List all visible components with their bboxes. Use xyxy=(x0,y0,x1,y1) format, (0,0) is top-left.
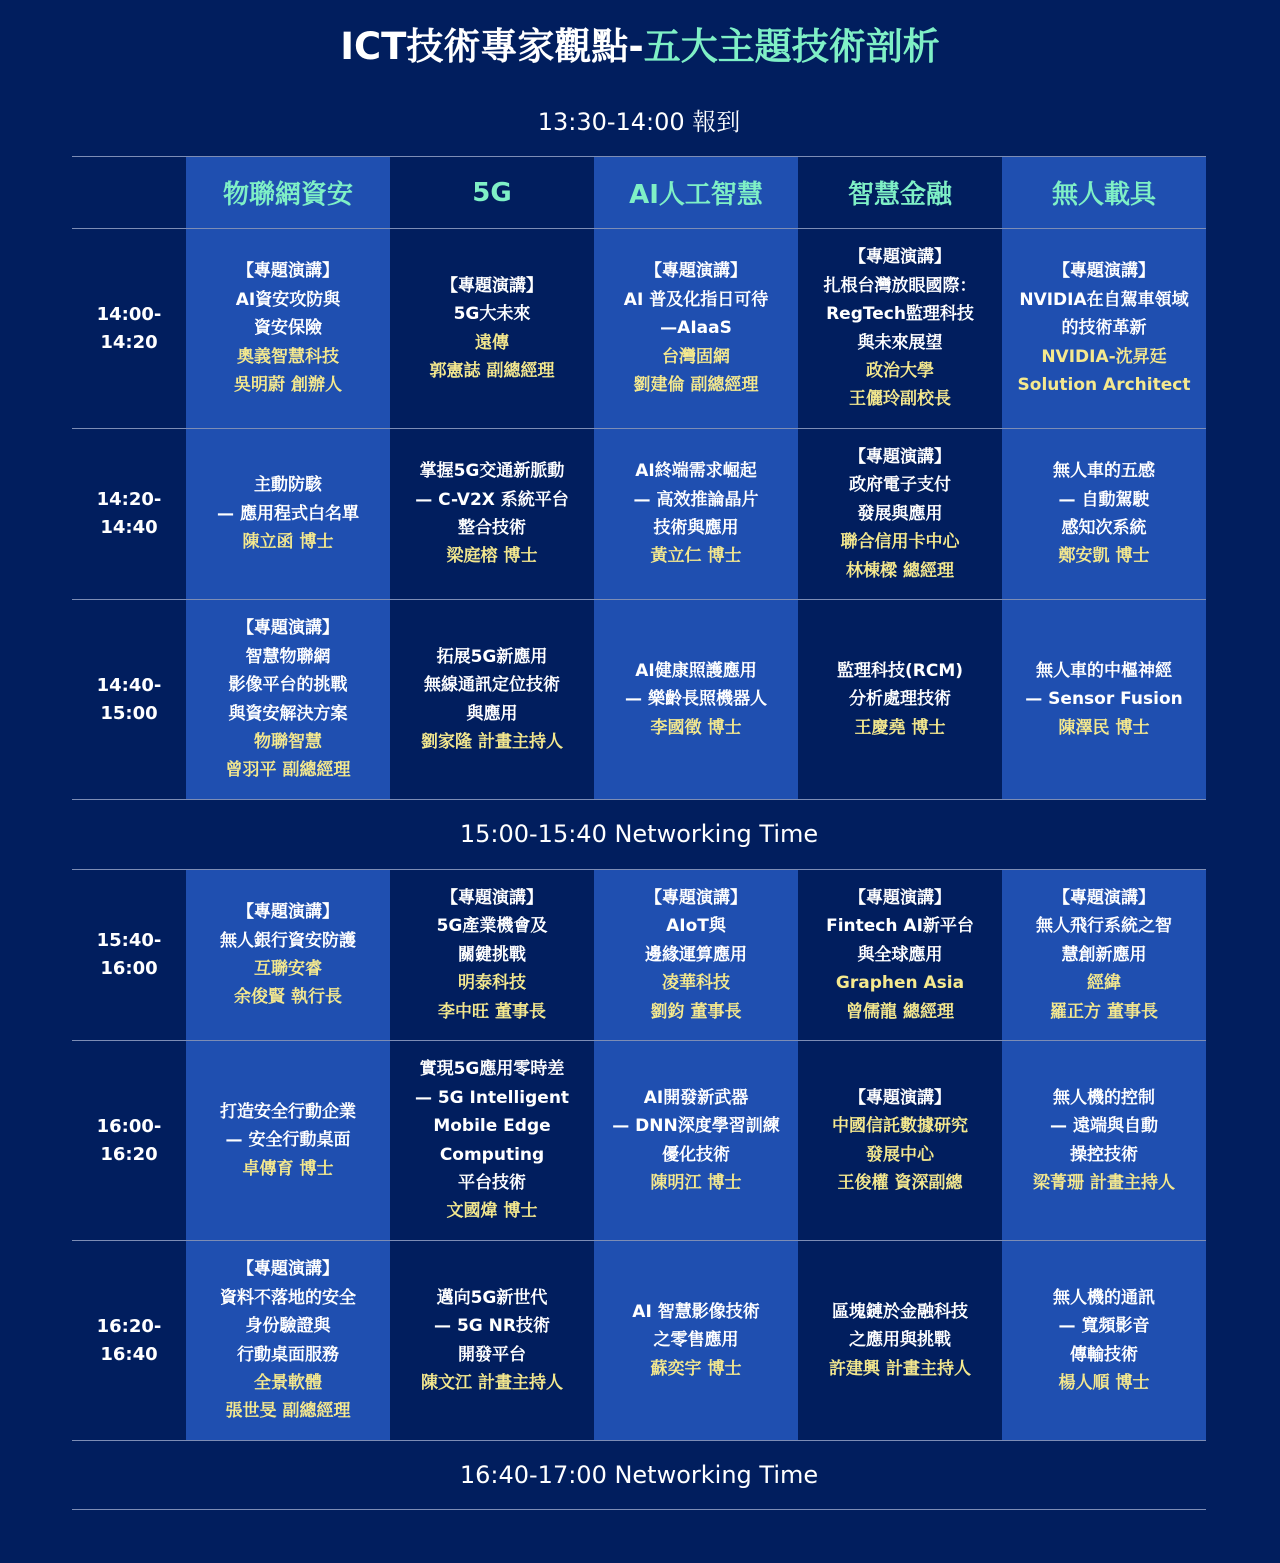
speaker-line: 黃立仁 博士 xyxy=(650,546,742,567)
speaker-line: 政治大學 xyxy=(866,360,934,381)
speaker-line: Graphen Asia xyxy=(835,973,965,994)
session-title-line: 5G大未來 xyxy=(453,304,531,325)
time-slot-line: 14:40 xyxy=(100,517,158,538)
session-title-line: 邊緣運算應用 xyxy=(645,944,747,965)
session-cell xyxy=(594,229,798,428)
session-title-line: Computing xyxy=(439,1144,545,1165)
session-cell xyxy=(798,600,1002,799)
time-slot xyxy=(72,229,186,428)
session-cell xyxy=(390,229,594,428)
session-title-line: — 高效推論晶片 xyxy=(633,489,759,510)
session-title-line: 影像平台的挑戰 xyxy=(228,675,348,696)
session-title-line: 技術與應用 xyxy=(653,518,739,538)
networking-break-2: 16:40-17:00 Networking Time xyxy=(459,1461,819,1489)
speaker-line: 奧義智慧科技 xyxy=(237,346,339,367)
session-title-line: 優化技術 xyxy=(662,1144,730,1165)
session-title-line: 與資安解決方案 xyxy=(228,703,348,724)
table-divider xyxy=(72,1509,1206,1510)
session-cell xyxy=(798,1241,1002,1440)
session-title-line: 【專題演講】 xyxy=(441,887,543,908)
session-cell xyxy=(594,600,798,799)
speaker-line: 劉家隆 計畫主持人 xyxy=(421,731,563,752)
session-title-line: AI 智慧影像技術 xyxy=(632,1301,760,1322)
session-title-line: 【專題演講】 xyxy=(237,1259,339,1280)
speaker-line: 吳明蔚 創辦人 xyxy=(234,375,342,396)
session-title-line: RegTech監理科技 xyxy=(826,304,974,325)
session-title-line: 分析處理技術 xyxy=(849,689,951,710)
session-cell xyxy=(1002,1041,1206,1240)
session-title-line: 【專題演講】 xyxy=(441,275,543,296)
session-cell xyxy=(1002,1241,1206,1440)
speaker-line: 張世旻 副總經理 xyxy=(225,1401,351,1422)
session-title-line: — Sensor Fusion xyxy=(1025,689,1183,710)
speaker-line: 王俊權 資深副總 xyxy=(837,1172,963,1193)
session-cell xyxy=(390,429,594,599)
session-cell xyxy=(594,1241,798,1440)
session-title-line: 身份驗證與 xyxy=(245,1316,331,1337)
speaker-line: 王儷玲副校長 xyxy=(849,389,951,410)
speaker-line: 陳明江 博士 xyxy=(650,1172,742,1193)
session-title-line: 區塊鏈於金融科技 xyxy=(832,1301,968,1322)
session-title-line: 無人車的五感 xyxy=(1053,461,1155,482)
session-title-line: 【專題演講】 xyxy=(1053,261,1155,282)
session-title-line: 政府電子支付 xyxy=(849,475,951,496)
session-title-line: AI資安攻防與 xyxy=(235,289,341,310)
speaker-line: 羅正方 董事長 xyxy=(1050,1001,1158,1022)
session-cell xyxy=(1002,229,1206,428)
session-cell xyxy=(186,1041,390,1240)
session-title-line: 拓展5G新應用 xyxy=(436,646,548,667)
session-title-line: AI開發新武器 xyxy=(643,1087,749,1108)
speaker-line: 全景軟體 xyxy=(254,1372,322,1393)
speaker-line: 郭憲誌 副總經理 xyxy=(429,360,555,381)
speaker-line: 聯合信用卡中心 xyxy=(840,532,960,553)
speaker-line: 王慶堯 博士 xyxy=(854,717,946,738)
session-title-line: 的技術革新 xyxy=(1061,318,1147,339)
page-title-main: ICT技術專家觀點- xyxy=(340,25,644,68)
session-cell xyxy=(186,1241,390,1440)
session-cell xyxy=(798,870,1002,1040)
session-cell xyxy=(798,229,1002,428)
time-slot-line: 16:00- xyxy=(96,1115,162,1137)
session-title-line: 關鍵挑戰 xyxy=(458,944,526,965)
session-title-line: 行動桌面服務 xyxy=(237,1344,339,1365)
session-title-line: 慧創新應用 xyxy=(1061,944,1147,965)
session-title-line: 5G產業機會及 xyxy=(436,916,548,937)
speaker-line: 曾儒龍 總經理 xyxy=(846,1001,954,1022)
session-title-line: 資料不落地的安全 xyxy=(220,1287,356,1308)
session-title-line: 【專題演講】 xyxy=(645,261,747,282)
session-title-line: 資安保險 xyxy=(254,318,322,339)
session-title-line: Mobile Edge xyxy=(433,1116,551,1137)
speaker-line: 劉建倫 副總經理 xyxy=(633,375,759,396)
speaker-line: 林棟樑 總經理 xyxy=(846,560,954,581)
session-cell xyxy=(390,1241,594,1440)
session-title-line: — 安全行動桌面 xyxy=(225,1130,351,1151)
session-title-line: 【專題演講】 xyxy=(849,247,951,268)
session-title-line: 與全球應用 xyxy=(857,944,943,965)
time-slot-line: 14:40- xyxy=(96,674,162,696)
speaker-line: Solution Architect xyxy=(1017,375,1191,396)
session-title-line: AI 普及化指日可待 xyxy=(623,289,769,310)
session-title-line: 無線通訊定位技術 xyxy=(424,675,560,696)
speaker-line: 梁菁珊 計畫主持人 xyxy=(1033,1172,1175,1193)
session-title-line: 扎根台灣放眼國際： xyxy=(823,275,977,296)
session-title-line: 之應用與挑戰 xyxy=(849,1330,951,1351)
session-cell xyxy=(390,600,594,799)
speaker-line: 凌華科技 xyxy=(662,973,730,994)
speaker-line: 卓傳育 博士 xyxy=(242,1158,334,1179)
session-title-line: NVIDIA在自駕車領域 xyxy=(1019,289,1189,310)
speaker-line: 物聯智慧 xyxy=(254,731,322,752)
session-title-line: 主動防駭 xyxy=(254,475,322,496)
session-title-line: 之零售應用 xyxy=(653,1330,739,1351)
session-title-line: 開發平台 xyxy=(458,1344,526,1365)
time-slot-line: 15:40- xyxy=(96,930,162,951)
session-title-line: 無人機的控制 xyxy=(1053,1087,1155,1108)
table-divider xyxy=(72,799,1206,800)
session-title-line: 無人銀行資安防護 xyxy=(220,930,356,951)
session-title-line: 感知次系統 xyxy=(1061,518,1147,538)
session-title-line: 【專題演講】 xyxy=(849,1087,951,1108)
time-slot-line: 16:40 xyxy=(100,1343,158,1365)
session-cell xyxy=(1002,600,1206,799)
session-cell xyxy=(186,870,390,1040)
speaker-line: 中國信託數據研究 xyxy=(832,1116,968,1137)
session-cell xyxy=(186,429,390,599)
session-title-line: 無人車的中樞神經 xyxy=(1036,660,1172,681)
session-title-line: 與未來展望 xyxy=(857,332,943,353)
session-cell xyxy=(186,600,390,799)
session-title-line: 【專題演講】 xyxy=(1053,887,1155,908)
session-title-line: 打造安全行動企業 xyxy=(220,1101,356,1122)
track-header: 物聯網資安 xyxy=(186,157,390,228)
session-title-line: 【專題演講】 xyxy=(645,887,747,908)
speaker-line: 台灣固網 xyxy=(662,346,730,367)
time-slot xyxy=(72,1041,186,1240)
session-title-line: 平台技術 xyxy=(458,1172,526,1193)
time-slot xyxy=(72,429,186,599)
session-title-line: — 應用程式白名單 xyxy=(217,503,359,524)
speaker-line: NVIDIA-沈昇廷 xyxy=(1041,346,1167,367)
session-title-line: — 樂齡長照機器人 xyxy=(625,689,767,710)
session-title-line: AI終端需求崛起 xyxy=(635,461,757,482)
session-title-line: — 遠端與自動 xyxy=(1050,1116,1158,1137)
speaker-line: 李中旺 董事長 xyxy=(438,1001,546,1022)
speaker-line: 陳澤民 博士 xyxy=(1058,717,1150,738)
time-slot-line: 15:00 xyxy=(100,702,158,724)
speaker-line: 陳文江 計畫主持人 xyxy=(421,1372,563,1393)
session-title-line: 【專題演講】 xyxy=(237,902,339,923)
session-title-line: 監理科技(RCM) xyxy=(836,660,964,681)
session-title-line: 實現5G應用零時差 xyxy=(419,1059,565,1080)
session-title-line: 智慧物聯網 xyxy=(245,646,331,667)
session-title-line: 邁向5G新世代 xyxy=(436,1287,548,1308)
session-cell xyxy=(798,1041,1002,1240)
session-title-line: 無人飛行系統之智 xyxy=(1036,916,1172,937)
session-cell xyxy=(1002,429,1206,599)
session-title-line: — 5G Intelligent xyxy=(414,1087,570,1108)
session-title-line: — 自動駕駛 xyxy=(1058,489,1150,510)
track-header: AI人工智慧 xyxy=(594,157,798,228)
speaker-line: 曾羽平 副總經理 xyxy=(225,760,351,781)
time-slot-line: 16:20 xyxy=(100,1143,158,1165)
page-title xyxy=(0,20,1280,74)
speaker-line: 劉鈞 董事長 xyxy=(650,1001,742,1022)
session-title-line: 【專題演講】 xyxy=(237,618,339,639)
session-cell xyxy=(594,1041,798,1240)
networking-break-1: 15:00-15:40 Networking Time xyxy=(459,820,819,848)
track-header: 5G xyxy=(390,157,594,228)
speaker-line: 發展中心 xyxy=(866,1144,934,1165)
speaker-line: 經緯 xyxy=(1087,973,1121,994)
track-header: 智慧金融 xyxy=(798,157,1002,228)
session-title-line: 傳輸技術 xyxy=(1070,1344,1138,1365)
session-title-line: 【專題演講】 xyxy=(849,887,951,908)
speaker-line: 李國徵 博士 xyxy=(650,717,742,738)
time-slot xyxy=(72,1241,186,1440)
session-title-line: 發展與應用 xyxy=(857,503,943,524)
session-title-line: — 寬頻影音 xyxy=(1058,1316,1150,1337)
session-title-line: — DNN深度學習訓練 xyxy=(612,1116,780,1137)
session-title-line: 【專題演講】 xyxy=(849,446,951,467)
session-title-line: — 5G NR技術 xyxy=(434,1316,550,1337)
session-cell xyxy=(798,429,1002,599)
session-title-line: 與應用 xyxy=(466,703,518,724)
session-title-line: 整合技術 xyxy=(458,518,526,538)
speaker-line: 陳立函 博士 xyxy=(242,532,334,553)
time-slot-line: 14:00- xyxy=(96,303,162,325)
session-cell xyxy=(390,870,594,1040)
table-divider xyxy=(72,1440,1206,1441)
page-title-accent: 五大主題技術剖析 xyxy=(643,25,940,68)
speaker-line: 鄭安凱 博士 xyxy=(1058,546,1150,567)
speaker-line: 遠傳 xyxy=(475,332,509,353)
session-cell xyxy=(594,429,798,599)
time-slot-line: 14:20- xyxy=(96,489,162,510)
session-cell xyxy=(594,870,798,1040)
session-title-line: — C-V2X 系統平台 xyxy=(415,489,569,510)
session-cell xyxy=(1002,870,1206,1040)
registration-time: 13:30-14:00 報到 xyxy=(537,108,741,136)
time-slot-line: 16:00 xyxy=(100,958,158,979)
session-cell xyxy=(390,1041,594,1240)
time-slot-line: 16:20- xyxy=(96,1315,162,1337)
session-title-line: Fintech AI新平台 xyxy=(826,916,974,937)
time-slot-line: 14:20 xyxy=(100,331,158,353)
speaker-line: 文國煒 博士 xyxy=(446,1201,538,1222)
session-title-line: 【專題演講】 xyxy=(237,261,339,282)
speaker-line: 余俊賢 執行長 xyxy=(234,987,342,1008)
track-header: 無人載具 xyxy=(1002,157,1206,228)
session-title-line: 無人機的通訊 xyxy=(1053,1287,1155,1308)
time-slot xyxy=(72,870,186,1040)
session-title-line: 操控技術 xyxy=(1070,1144,1138,1165)
speaker-line: 互聯安睿 xyxy=(254,959,322,979)
speaker-line: 明泰科技 xyxy=(458,973,526,994)
speaker-line: 楊人順 博士 xyxy=(1058,1372,1150,1393)
session-title-line: 掌握5G交通新脈動 xyxy=(419,461,565,482)
time-slot xyxy=(72,600,186,799)
session-title-line: AIoT與 xyxy=(666,916,726,937)
speaker-line: 梁庭榕 博士 xyxy=(446,546,538,567)
speaker-line: 許建興 計畫主持人 xyxy=(829,1358,971,1379)
session-title-line: AI健康照護應用 xyxy=(635,660,757,681)
session-cell xyxy=(186,229,390,428)
speaker-line: 蘇奕宇 博士 xyxy=(650,1358,742,1379)
session-title-line: —AIaaS xyxy=(660,318,732,339)
